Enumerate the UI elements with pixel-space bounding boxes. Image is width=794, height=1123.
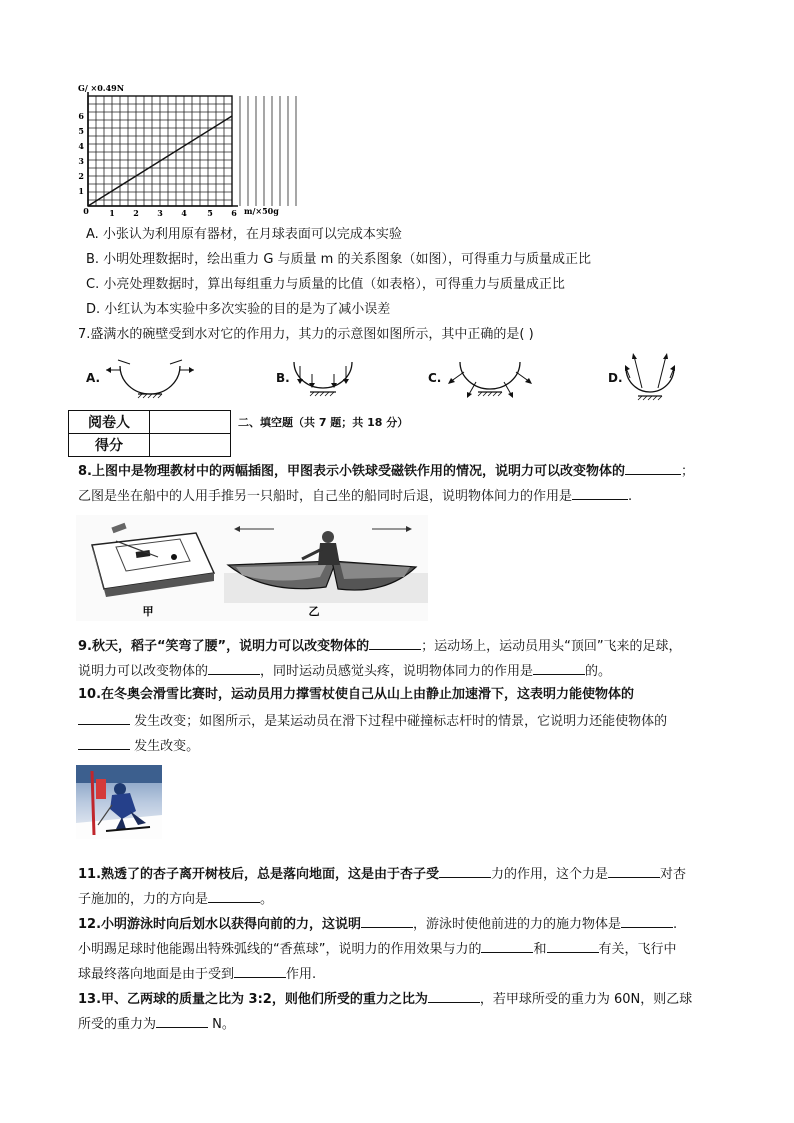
graph-grid [88, 96, 296, 206]
x-tick: 6 [231, 208, 237, 218]
q9-blank-3[interactable] [533, 661, 585, 675]
q12-text-3a: 球最终落向地面是由于受到 [78, 967, 235, 982]
q13-line-2 [78, 1014, 235, 1034]
q8-image-label-a: 甲 [142, 605, 154, 618]
q12-blank-2[interactable] [621, 914, 673, 928]
q12-text-3b: 作用. [286, 967, 317, 982]
q8-text-2a: 乙图是坐在船中的人用手推另一只船时，自己坐的船同时后退，说明物体间力的作用是 [78, 489, 573, 504]
x-tick: 4 [181, 208, 187, 218]
q9-text-1b: ；运动场上，运动员用头“顶回”飞来的足球， [421, 639, 682, 654]
q11-line-1 [78, 864, 686, 884]
q9-text-2b: ，同时运动员感觉头疼，说明物体同力的作用是 [260, 664, 534, 679]
y-tick: 1 [78, 186, 84, 196]
q7-bowl-diagram-c [442, 356, 538, 402]
q9-blank-1[interactable] [369, 636, 421, 650]
q9-text-1a: 9.秋天，稻子“笑弯了腰”，说明力可以改变物体的 [78, 639, 370, 654]
q11-line-2 [78, 889, 273, 909]
graph-x-ticks [83, 206, 237, 218]
score-cell[interactable] [150, 434, 231, 457]
q12-text-1a: 12.小明游泳时向后划水以获得向前的力，这说明 [78, 917, 362, 932]
q7-bowl-diagram-a [100, 356, 200, 402]
q6-option-b: B. 小明处理数据时，绘出重力 G 与质量 m 的关系图象（如图），可得重力与质量成正比 [86, 252, 591, 267]
q9-text-2c: 的。 [585, 664, 612, 679]
q10-blank-1[interactable] [78, 711, 130, 725]
skier-photo [76, 765, 162, 839]
q8-text-1b: ； [681, 464, 695, 479]
q13-blank-2[interactable] [156, 1014, 208, 1028]
q8-image-label-b: 乙 [308, 605, 320, 618]
q12-blank-5[interactable] [234, 964, 286, 978]
y-tick: 3 [78, 156, 84, 166]
q7-bowl-diagram-d [622, 350, 678, 406]
q10-text-2a: 发生改变；如图所示，是某运动员在滑下过程中碰撞标志杆时的情景，它说明力还能使物体的 [130, 714, 668, 729]
y-tick: 5 [78, 126, 84, 136]
q7-bowl-diagram-b [288, 356, 358, 402]
section-title: 二、填空题（共 7 题；共 18 分） [238, 416, 409, 429]
score-table [68, 410, 231, 457]
y-tick: 4 [78, 141, 84, 151]
q6-option-a: A. 小张认为利用原有器材，在月球表面可以完成本实验 [86, 227, 402, 242]
q9-blank-2[interactable] [208, 661, 260, 675]
q9-line-1 [78, 636, 682, 656]
q8-blank-2[interactable] [572, 486, 628, 500]
x-tick: 1 [109, 208, 115, 218]
y-tick: 2 [78, 171, 84, 181]
y-tick: 6 [78, 111, 84, 121]
q10-line-1 [78, 686, 634, 704]
q11-blank-1[interactable] [439, 864, 491, 878]
q12-blank-4[interactable] [547, 939, 599, 953]
q12-blank-3[interactable] [481, 939, 533, 953]
q13-text-2b: N。 [208, 1017, 235, 1032]
q12-text-1b: ，游泳时使他前进的力的施力物体是 [413, 917, 622, 932]
q8-illustration [76, 515, 428, 621]
q13-text-1a: 13.甲、乙两球的质量之比为 3:2，则他们所受的重力之比为 [78, 992, 428, 1007]
graph-x-axis-label: m/×50g [244, 206, 279, 216]
q11-text-2a: 子施加的，力的方向是 [78, 892, 209, 907]
x-tick: 5 [207, 208, 213, 218]
q8-text-1a: 8.上图中是物理教材中的两幅插图，甲图表示小铁球受磁铁作用的情况，说明力可以改变物体的 [78, 464, 625, 479]
q10-line-2 [78, 711, 667, 731]
q12-text-2a: 小明踢足球时他能踢出特殊弧线的“香蕉球”，说明力的作用效果与力的 [78, 942, 482, 957]
reviewer-label: 阅卷人 [69, 411, 150, 434]
x-tick: 2 [133, 208, 139, 218]
q7-option-c-label: C. [428, 371, 442, 385]
q6-option-c: C. 小亮处理数据时，算出每组重力与质量的比值（如表格），可得重力与质量成正比 [86, 277, 565, 292]
graph-y-axis-label: G/ ×0.49N [78, 83, 125, 93]
q10-text-1: 10.在冬奥会滑雪比赛时，运动员用力撑雪杖使自己从山上由静止加速滑下，这表明力能使物体的 [78, 687, 635, 702]
x-tick: 3 [157, 208, 163, 218]
q9-line-2 [78, 661, 611, 681]
q13-text-1b: ，若甲球所受的重力为 60N，则乙球 [479, 992, 693, 1007]
q11-text-1c: 对杏 [660, 867, 687, 882]
q12-blank-1[interactable] [361, 914, 413, 928]
q10-text-3a: 发生改变。 [130, 739, 200, 754]
gravity-mass-graph [72, 82, 302, 220]
q7-question: 7.盛满水的碗壁受到水对它的作用力，其力的示意图如图所示，其中正确的是( ) [78, 327, 534, 342]
q12-text-2b: 和 [533, 942, 547, 957]
q10-blank-2[interactable] [78, 736, 130, 750]
q11-blank-2[interactable] [608, 864, 660, 878]
x-tick: 0 [83, 206, 89, 216]
q12-line-2 [78, 939, 677, 959]
q13-blank-1[interactable] [428, 989, 480, 1003]
q8-blank-1[interactable] [625, 461, 681, 475]
q12-text-1c: . [673, 917, 678, 932]
q13-text-2a: 所受的重力为 [78, 1017, 157, 1032]
q7-option-a-label: A. [86, 371, 101, 385]
q9-text-2a: 说明力可以改变物体的 [78, 664, 209, 679]
q12-line-1 [78, 914, 677, 934]
q8-line-1 [78, 461, 694, 481]
q10-line-3 [78, 736, 199, 756]
q7-option-d-label: D. [608, 371, 623, 385]
q6-option-d: D. 小红认为本实验中多次实验的目的是为了减小误差 [86, 302, 391, 317]
graph-y-ticks [78, 111, 84, 196]
q11-text-1b: 力的作用，这个力是 [491, 867, 609, 882]
q12-text-2c: 有关，飞行中 [598, 942, 677, 957]
q13-line-1 [78, 989, 692, 1009]
q11-text-1a: 11.熟透了的杏子离开树枝后，总是落向地面，这是由于杏子受 [78, 867, 440, 882]
reviewer-cell[interactable] [150, 411, 231, 434]
q11-text-2b: 。 [260, 892, 274, 907]
q8-line-2 [78, 486, 632, 506]
q12-line-3 [78, 964, 316, 984]
q11-blank-3[interactable] [208, 889, 260, 903]
q8-text-2b: . [628, 489, 633, 504]
score-label: 得分 [69, 434, 150, 457]
q7-option-b-label: B. [276, 371, 290, 385]
